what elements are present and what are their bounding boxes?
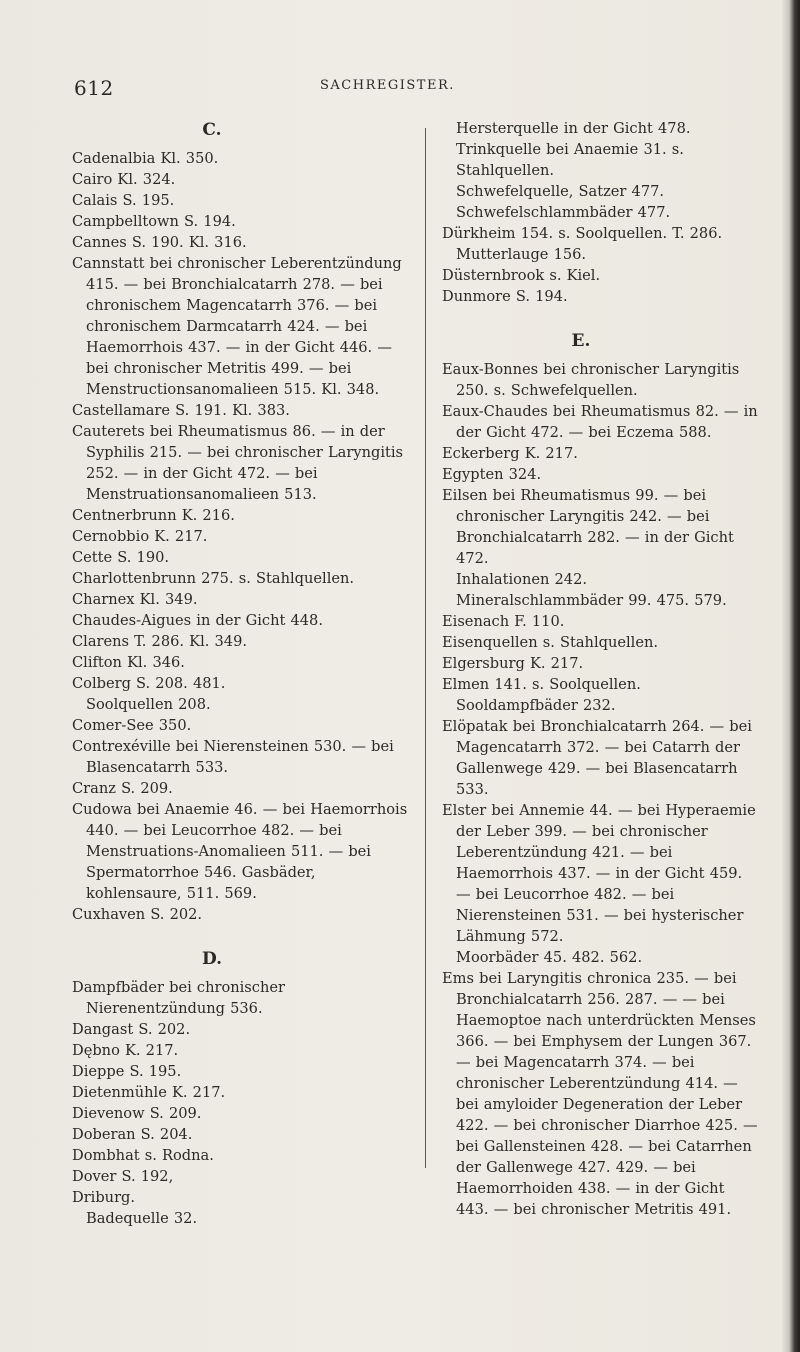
index-entry: Cairo Kl. 324.	[72, 171, 176, 188]
index-entry: Dangast S. 202.	[72, 1021, 191, 1038]
index-entry: Dunmore S. 194.	[442, 288, 568, 305]
section-heading-e: E.	[571, 331, 591, 351]
section-gap	[72, 925, 412, 947]
section-c-entries	[72, 148, 412, 925]
index-entry: Calais S. 195.	[72, 192, 175, 209]
index-entry: Cannstatt bei chronischer Leberentzündung 415. — bei Bronchialcatarrh 278. — bei chronischem Magencatarrh 376. — bei chronischem Darmcatarrh 424. — bei Haemorrhois 437. — in der Gicht 446. — bei chronischer Metritis 499. — bei Menstructionsanomalieen 515. Kl. 348.	[72, 255, 402, 398]
index-entry: Cannes S. 190. Kl. 316.	[72, 234, 247, 251]
index-entry: Eaux-Chaudes bei Rheumatismus 82. — in der Gicht 472. — bei Eczema 588.	[442, 403, 758, 441]
index-entry: Chaudes-Aigues in der Gicht 448.	[72, 612, 323, 629]
index-entry: Eaux-Bonnes bei chronischer Laryngitis 250. s. Schwefelquellen.	[442, 361, 740, 399]
index-entry: Dampfbäder bei chronischer Nierenentzündung 536.	[72, 979, 285, 1017]
index-entry: Elster bei Annemie 44. — bei Hyperaemie der Leber 399. — bei chronischer Leberentzündung 421. — bei Haemorrhois 437. — in der Gicht 459. — bei Leucorrhoe 482. — bei Nierensteinen 531. — bei hysterischer Lähmung 572.	[442, 802, 756, 945]
page-number: 612	[74, 76, 114, 100]
index-entry: Cette S. 190.	[72, 549, 170, 566]
index-entry: Campbelltown S. 194.	[72, 213, 236, 230]
index-entry: Cauterets bei Rheumatismus 86. — in der Syphilis 215. — bei chronischer Laryngitis 252. — in der Gicht 472. — bei Menstruationsanomalieen 513.	[72, 423, 404, 503]
index-subentry: Hersterquelle in der Gicht 478.	[456, 120, 691, 137]
index-entry: Dieppe S. 195.	[72, 1063, 182, 1080]
index-subentry: Badequelle 32.	[86, 1210, 198, 1227]
section-heading-c: C.	[202, 120, 222, 140]
index-entry: Eisenach F. 110.	[442, 613, 565, 630]
index-entry: Dietenmühle K. 217.	[72, 1084, 226, 1101]
index-entry: Elöpatak bei Bronchialcatarrh 264. — bei Magencatarrh 372. — bei Catarrh der Gallenwege 429. — bei Blasencatarrh 533.	[442, 718, 752, 798]
index-subentry: Soolquellen 208.	[86, 696, 211, 713]
index-entry: Dombhat s. Rodna.	[72, 1147, 214, 1164]
index-subentry: Moorbäder 45. 482. 562.	[456, 949, 643, 966]
index-entry: Dürkheim 154. s. Soolquellen. T. 286.	[442, 225, 723, 242]
index-entry: Driburg.	[72, 1189, 136, 1206]
index-entry: Elgersburg K. 217.	[442, 655, 584, 672]
index-subentry: Sooldampfbäder 232.	[456, 697, 616, 714]
index-entry: Doberan S. 204.	[72, 1126, 193, 1143]
index-subentry: Mutterlauge 156.	[456, 246, 587, 263]
section-gap	[442, 307, 760, 329]
index-entry: Eilsen bei Rheumatismus 99. — bei chronischer Laryngitis 242. — bei Bronchialcatarrh 282. — in der Gicht 472.	[442, 487, 734, 567]
index-entry: Centnerbrunn K. 216.	[72, 507, 235, 524]
index-entry: Dębno K. 217.	[72, 1042, 179, 1059]
index-entry: Ems bei Laryngitis chronica 235. — bei Bronchialcatarrh 256. 287. — — bei Haemoptoe nach unterdrückten Menses 366. — bei Emphysem der Lungen 367. — bei Magencatarrh 374. — bei chronischer Leberentzündung 414. — bei amyloider Degeneration der Leber 422. — bei chronischer Diarrhoe 425. — bei Gallensteinen 428. — bei Catarrhen der Gallenwege 427. 429. — bei Haemorrhoiden 438. — in der Gicht 443. — bei chronischer Metritis 491.	[442, 970, 758, 1218]
index-entry: Cadenalbia Kl. 350.	[72, 150, 219, 167]
index-entry: Charlottenbrunn 275. s. Stahlquellen.	[72, 570, 355, 587]
index-entry: Dievenow S. 209.	[72, 1105, 202, 1122]
index-entry: Comer-See 350.	[72, 717, 192, 734]
right-column	[442, 118, 760, 1220]
index-entry: Eisenquellen s. Stahlquellen.	[442, 634, 659, 651]
index-entry: Cuxhaven S. 202.	[72, 906, 203, 923]
section-heading-d: D.	[201, 949, 223, 969]
index-entry: Düsternbrook s. Kiel.	[442, 267, 601, 284]
index-entry: Charnex Kl. 349.	[72, 591, 198, 608]
column-divider	[425, 128, 426, 1168]
index-entry: Elmen 141. s. Soolquellen.	[442, 676, 641, 693]
index-entry: Clarens T. 286. Kl. 349.	[72, 633, 248, 650]
left-column	[72, 118, 412, 1229]
index-entry: Cudowa bei Anaemie 46. — bei Haemorrhois 440. — bei Leucorrhoe 482. — bei Menstruations-Anomalieen 511. — bei Spermatorrhoe 546. Gasbäder, kohlensaure, 511. 569.	[72, 801, 408, 902]
section-e-entries	[442, 359, 760, 1220]
index-subentry: Mineralschlammbäder 99. 475. 579.	[456, 592, 727, 609]
index-entry: Clifton Kl. 346.	[72, 654, 185, 671]
running-head: SACHREGISTER.	[320, 78, 455, 93]
index-subentry: Schwefelquelle, Satzer 477.	[456, 183, 665, 200]
index-entry: Contrexéville bei Nierensteinen 530. — bei Blasencatarrh 533.	[72, 738, 394, 776]
index-entry: Dover S. 192,	[72, 1168, 174, 1185]
index-subentry: Trinkquelle bei Anaemie 31. s. Stahlquellen.	[456, 141, 684, 179]
index-entry: Eckerberg K. 217.	[442, 445, 578, 462]
index-subentry: Inhalationen 242.	[456, 571, 588, 588]
index-entry: Cranz S. 209.	[72, 780, 173, 797]
index-entry: Cernobbio K. 217.	[72, 528, 208, 545]
section-d-continued-entries	[442, 118, 760, 307]
index-subentry: Schwefelschlammbäder 477.	[456, 204, 671, 221]
index-entry: Castellamare S. 191. Kl. 383.	[72, 402, 290, 419]
index-entry: Egypten 324.	[442, 466, 542, 483]
section-d-entries	[72, 977, 412, 1229]
index-entry: Colberg S. 208. 481.	[72, 675, 226, 692]
page-edge-shadow	[782, 0, 800, 1352]
